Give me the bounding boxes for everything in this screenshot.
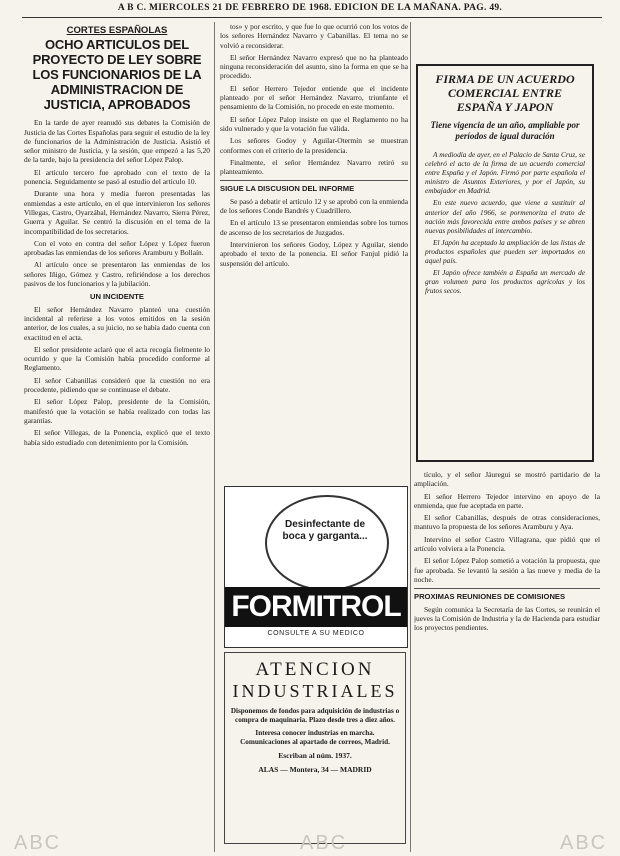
paragraph: En el artículo 13 se presentaron enmiendas sobre los turnos de ascenso de los secretarios de Juzgados. bbox=[220, 218, 408, 237]
watermark: ABC bbox=[560, 832, 608, 854]
ad-text: Interesa conocer industrias en marcha. Comunicaciones al apartado de correos, Madrid. bbox=[240, 729, 390, 746]
subhead-continue: SIGUE LA DISCUSION DEL INFORME bbox=[220, 180, 408, 193]
column-3-lower bbox=[414, 470, 600, 850]
paragraph: El señor Herrero Tejedor entiende que el incidente planteado por el señor Hernández Navarro, triunfante el pensamiento de la Comisión, no procede en este momento. bbox=[220, 83, 408, 112]
ad-text: Disponemos de fondos para adquisición de industrias o compra de maquinaria. Plazo desde tres a diez años. bbox=[230, 707, 400, 724]
column-rule-1 bbox=[214, 22, 215, 852]
paragraph: En este nuevo acuerdo, que viene a sustituir al anterior del año 1966, se pormenoriza el trato de nación más favorecida entre ambos países y se abren nuevas posibilidades al intercambio. bbox=[425, 198, 585, 235]
industrial-ad bbox=[224, 652, 406, 844]
paragraph: Con el voto en contra del señor López y López fueron aprobadas las enmiendas de los señores Aramburu y Bollaín. bbox=[24, 238, 210, 258]
paragraph: El señor López Palop sometió a votación la propuesta, que fue aprobada. Se levantó la sesión a las nueve y media de la noche. bbox=[414, 556, 600, 584]
paragraph: Finalmente, el señor Hernández Navarro retiró su planteamiento. bbox=[220, 157, 408, 177]
ad-reference: Escriban al núm. 1937. bbox=[278, 751, 352, 760]
boxed-article-japan bbox=[416, 64, 594, 462]
paragraph: Durante una hora y media fueron presentadas las enmiendas a este artículo, en el que intervinieron los señores Villegas, Castro, Oyarzábal, Hernández Navarro, Sierra Pérez, Guerra y Aguilar. Se centró la discusión en el tema de la incompatibilidad de los secretarios. bbox=[24, 189, 210, 236]
paragraph: El señor López Palop insiste en que el Reglamento no ha sido vulnerado y que la votación fue válida. bbox=[220, 114, 408, 133]
running-head: A B C. MIERCOLES 21 DE FEBRERO DE 1968. EDICION DE LA MAÑANA. PAG. 49. bbox=[117, 3, 503, 13]
watermark: ABC bbox=[14, 832, 62, 854]
ad-title-line1: ATENCION bbox=[255, 659, 375, 680]
paragraph: El señor Villegas, de la Ponencia, explicó que el texto había sido estudiado con detenimiento por la Comisión. bbox=[24, 428, 210, 447]
paragraph: El Japón ha aceptado la ampliación de las listas de productos españoles que pueden ser importados en aquel país. bbox=[425, 237, 585, 266]
section-kicker: CORTES ESPAÑOLAS bbox=[66, 25, 168, 36]
paragraph: El señor Herrero Tejedor intervino en apoyo de la enmienda, que fue aceptada en parte. bbox=[414, 491, 600, 510]
box-subtitle: Tiene vigencia de un año, ampliable por períodos de igual duración bbox=[430, 120, 580, 141]
header-rule bbox=[22, 17, 602, 18]
paragraph: El señor Hernández Navarro expresó que no ha planteado ninguna reconsideración del asunto, sino la forma en que se ha procedido. bbox=[220, 52, 408, 81]
formitrol-ad bbox=[224, 486, 408, 648]
subhead-incident: UN INCIDENTE bbox=[89, 292, 144, 302]
ad-brand: FORMITROL bbox=[225, 587, 407, 627]
paragraph: tículo, y el señor Jáuregui se mostró partidario de la ampliación. bbox=[414, 470, 600, 489]
paragraph: Al artículo once se presentaron las enmiendas de los señores Iñigo, Gómez y Castro, refiriéndose a los derechos pasivos de los funcionarios y la jubilación. bbox=[24, 260, 210, 289]
paragraph: El señor Hernández Navarro planteó una cuestión incidental al referirse a los votos emitidos en la sesión anterior, de los cuales, a su juicio, no se había dado cuenta con exactitud en el acta. bbox=[24, 304, 210, 342]
column-1 bbox=[24, 22, 210, 848]
main-headline: OCHO ARTICULOS DEL PROYECTO DE LEY SOBRE LOS FUNCIONARIOS DE LA ADMINISTRACION DE JUSTICIA, APROBADOS bbox=[32, 37, 202, 113]
watermark: ABC bbox=[300, 832, 348, 854]
paragraph: El señor López Palop, presidente de la Comisión, manifestó que la votación se había realizado con todas las garantías. bbox=[24, 397, 210, 425]
paragraph: Intervinieron los señores Godoy, López y Aguilar, siendo aprobado el texto de la ponencia. El señor Fanjul pidió la suspensión del artículo. bbox=[220, 239, 408, 268]
column-2 bbox=[220, 22, 408, 460]
paragraph: tos» y por escrito, y que fue lo que ocurrió con los votos de los señores Hernández Navarro y Cabanillas. El tema no se volvió a reconsiderar. bbox=[220, 22, 408, 50]
paragraph: El Japón ofrece también a España un mercado de gran volumen para los productos agrícolas y los frutos secos. bbox=[425, 268, 585, 296]
paragraph: Se pasó a debatir el artículo 12 y se aprobó con la enmienda de los señores Conde Bandrés y Cuadrillero. bbox=[220, 196, 408, 216]
paragraph: El señor Cabanillas, después de otras consideraciones, mantuvo la propuesta de los señores Aramburu y Aya. bbox=[414, 513, 600, 532]
paragraph: El señor presidente aclaró que el acta recogía fielmente lo ocurrido y que la Comisión había procedido conforme al Reglamento. bbox=[24, 344, 210, 373]
box-headline: FIRMA DE UN ACUERDO COMERCIAL ENTRE ESPAÑA Y JAPON bbox=[435, 72, 575, 114]
paragraph: Según comunica la Secretaría de las Cortes, se reunirán el jueves la Comisión de Industria y la de Hacienda para estudiar los proyectos pendientes. bbox=[414, 604, 600, 633]
column-rule-2 bbox=[410, 22, 411, 852]
ad-tagline: CONSULTE A SU MEDICO bbox=[267, 630, 365, 637]
subhead-meetings: PROXIMAS REUNIONES DE COMISIONES bbox=[414, 588, 600, 601]
paragraph: El artículo tercero fue aprobado con el texto de la ponencia. Seguidamente se pasó al estudio del artículo 10. bbox=[24, 167, 210, 187]
paragraph: En la tarde de ayer reanudó sus debates la Comisión de Justicia de las Cortes Españolas para seguir el estudio de la ley de funcionarios de la Administración de Justicia. Asistió el señor ministro de Justicia, y la sesión, que empezó a las 5,20 de la tarde, bajo la presidencia del señor López Palop. bbox=[24, 118, 210, 165]
paragraph: Intervino el señor Castro Villagrana, que pidió que el artículo volviera a la Ponencia. bbox=[414, 534, 600, 554]
ad-title-line2: INDUSTRIALES bbox=[232, 681, 398, 701]
ad-address: ALAS — Montera, 34 — MADRID bbox=[258, 765, 372, 774]
paragraph: A mediodía de ayer, en el Palacio de Santa Cruz, se celebró el acto de la firma de un acuerdo comercial entre España y el Japón. Firmó por parte española el ministro de Asuntos Exteriores, y por el Japón, su embajador en Madrid. bbox=[425, 150, 585, 196]
ad-bubble-text: Desinfectante de boca y garganta... bbox=[282, 519, 368, 542]
speech-bubble-icon bbox=[265, 495, 389, 591]
paragraph: El señor Cabanillas consideró que la cuestión no era procedente, pidiendo que se continuase el debate. bbox=[24, 375, 210, 395]
paragraph: Los señores Godoy y Aguilar-Otermín se muestran conformes con el criterio de la presidencia. bbox=[220, 136, 408, 155]
